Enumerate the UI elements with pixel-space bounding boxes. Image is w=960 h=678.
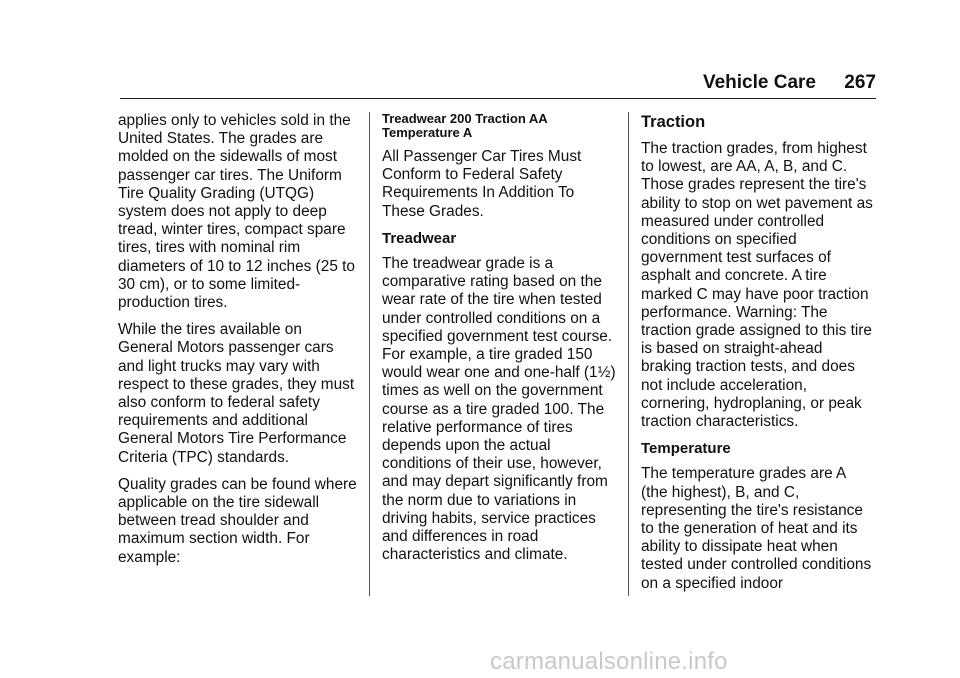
- column-divider: [628, 112, 629, 596]
- traction-paragraph: The traction grades, from highest to lowest, are AA, A, B, and C. Those grades represent the tire's ability to stop on wet pavement as measured under controlled conditions on specified government test surfaces of asphalt and concrete. A tire marked C may have poor traction performance. Warning: The traction grade assigned to this tire is based on straight-ahead braking traction tests, and does not include acceleration, cornering, hydroplaning, or peak traction characteristics.: [641, 140, 873, 431]
- header-rule: [120, 98, 876, 99]
- temperature-heading: Temperature: [641, 440, 731, 458]
- paragraph-grade-location: Quality grades can be found where applicable on the tire sidewall between tread shoulder and maximum section width. For example:: [118, 475, 357, 566]
- column-1: [118, 112, 360, 576]
- treadwear-heading: Treadwear: [382, 229, 457, 247]
- sample-grade-note: All Passenger Car Tires Must Conform to Federal Safety Requirements In Addition To These Grades.: [382, 148, 582, 220]
- watermark: carmanualsonline.info: [490, 648, 728, 675]
- temperature-paragraph: The temperature grades are A (the highest), B, and C, representing the tire's resistance to the generation of heat and its ability to dissipate heat when tested under controlled conditions on a specified indoor: [641, 465, 872, 592]
- treadwear-paragraph: The treadwear grade is a comparative rating based on the wear rate of the tire when tested under controlled conditions on a specified government test course. For example, a tire graded 150 would wear one and one-half (1½) times as well on the government course as a tire graded 100. The relative performance of tires depends upon the actual conditions of their use, however, and may depart significantly from the norm due to variations in driving habits, service practices and differences in road characteristics and climate.: [382, 255, 616, 564]
- paragraph-utqg-scope: applies only to vehicles sold in the United States. The grades are molded on the sidewalls of most passenger car tires. The Uniform Tire Quality Grading (UTQG) system does not apply to deep tread, winter tires, compact spare tires, tires with nominal rim diameters of 10 to 12 inches (25 to 30 cm), or to some limited-production tires.: [118, 112, 355, 312]
- page-header: [698, 68, 878, 98]
- page-number: 267: [844, 72, 876, 93]
- column-2: [382, 112, 620, 573]
- column-divider: [369, 112, 370, 596]
- traction-heading: Traction: [641, 113, 706, 131]
- paragraph-gm-tpc: While the tires available on General Motors passenger cars and light trucks may vary with respect to these grades, they must also conform to federal safety requirements and additional General Motors Tire Performance Criteria (TPC) standards.: [118, 321, 355, 466]
- column-3: [641, 112, 875, 602]
- section-title: Vehicle Care: [702, 72, 816, 93]
- sample-grade-heading: Treadwear 200 Traction AA Temperature A: [382, 111, 548, 140]
